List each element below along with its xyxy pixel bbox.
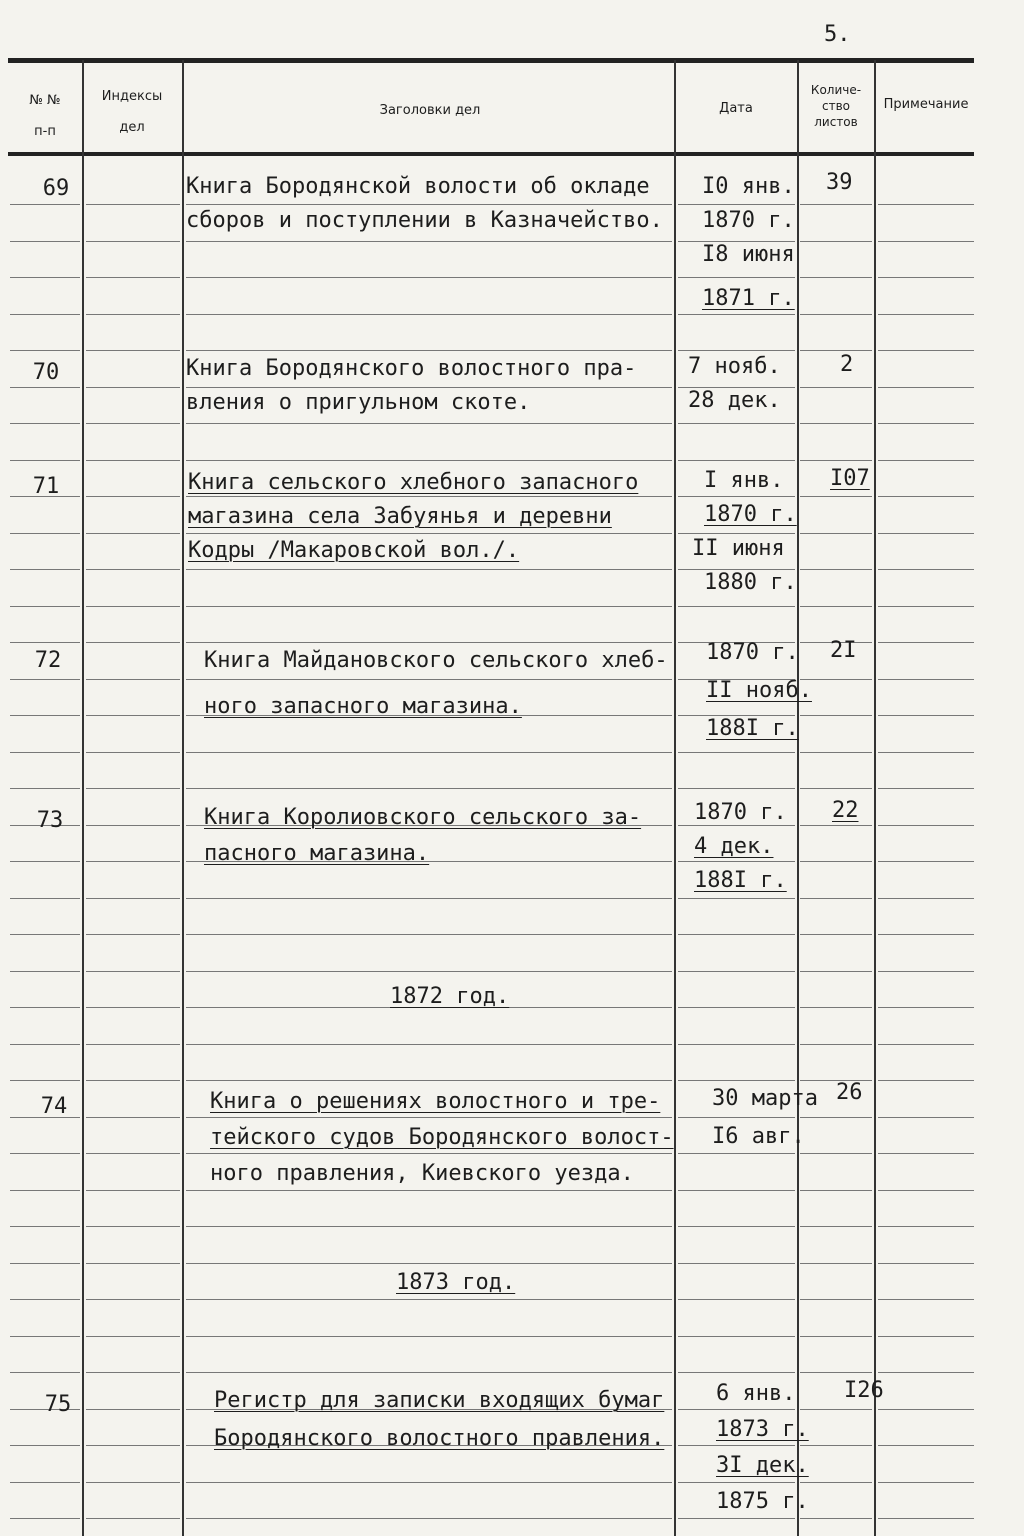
page-number: 5. — [824, 22, 851, 47]
ruled-line — [678, 1190, 795, 1191]
ruled-line — [10, 1518, 80, 1519]
ruled-line — [678, 788, 795, 789]
ruled-line — [678, 898, 795, 899]
ruled-line — [10, 715, 80, 716]
year-heading: 1872 год. — [390, 984, 510, 1009]
ruled-line — [186, 1336, 672, 1337]
ruled-line — [10, 752, 80, 753]
ruled-line — [878, 423, 974, 424]
entry-sheets: 22 — [832, 798, 859, 823]
column-divider — [82, 60, 84, 1536]
entry-title: Книга Королиовского сельского за- пасного магазина. — [204, 805, 642, 866]
ruled-line — [10, 1336, 80, 1337]
ruled-line — [186, 788, 672, 789]
ruled-line — [800, 350, 872, 351]
ruled-line — [186, 1482, 672, 1483]
ruled-line — [878, 1007, 974, 1008]
ruled-line — [800, 1007, 872, 1008]
ruled-line — [678, 423, 795, 424]
ruled-line — [678, 1372, 795, 1373]
entry-number: 70 — [32, 360, 60, 385]
ruled-line — [86, 642, 180, 643]
ruled-line — [800, 1482, 872, 1483]
ruled-line — [86, 1299, 180, 1300]
column-divider — [874, 60, 876, 1536]
ruled-line — [86, 788, 180, 789]
ruled-line — [186, 752, 672, 753]
ruled-line — [86, 1153, 180, 1154]
ruled-line — [186, 1044, 672, 1045]
ruled-line — [186, 971, 672, 972]
ruled-line — [800, 387, 872, 388]
ruled-line — [678, 1226, 795, 1227]
ruled-line — [878, 825, 974, 826]
ruled-line — [800, 934, 872, 935]
ruled-line — [878, 1044, 974, 1045]
ruled-line — [800, 861, 872, 862]
ruled-line — [800, 423, 872, 424]
ruled-line — [800, 1263, 872, 1264]
ruled-line — [86, 460, 180, 461]
ruled-line — [800, 569, 872, 570]
ruled-line — [10, 533, 80, 534]
ruled-line — [86, 423, 180, 424]
ruled-line — [86, 715, 180, 716]
ruled-line — [86, 825, 180, 826]
ruled-line — [878, 752, 974, 753]
ruled-line — [186, 1299, 672, 1300]
ruled-line — [878, 1117, 974, 1118]
ruled-line — [878, 533, 974, 534]
ruled-line — [800, 898, 872, 899]
ruled-line — [10, 642, 80, 643]
column-divider — [182, 60, 184, 1536]
ruled-line — [878, 496, 974, 497]
header-sheets: Количе- ство листов — [810, 83, 862, 129]
ruled-line — [10, 971, 80, 972]
ruled-line — [800, 204, 872, 205]
ruled-line — [186, 934, 672, 935]
entry-dates: I янв. 1870 г. II июня 1880 г. — [692, 468, 797, 595]
ruled-line — [10, 350, 80, 351]
column-divider — [797, 60, 799, 1536]
ruled-line — [186, 350, 672, 351]
entry-sheets: 2 — [840, 352, 854, 377]
ruled-line — [878, 1445, 974, 1446]
ruled-line — [186, 460, 672, 461]
ruled-line — [800, 533, 872, 534]
ruled-line — [10, 1482, 80, 1483]
entry-dates: I0 янв. 1870 г. I8 июня 1871 г. — [702, 174, 795, 311]
ruled-line — [10, 387, 80, 388]
ruled-line — [878, 642, 974, 643]
header-note: Примечание — [883, 97, 969, 112]
ruled-line — [10, 423, 80, 424]
ruled-line — [86, 569, 180, 570]
entry-title: Книга сельского хлебного запасного магазина села Забуянья и деревни Кодры /Макаровской вол./. — [188, 470, 639, 563]
header-rule — [8, 152, 974, 156]
ruled-line — [678, 752, 795, 753]
header-titles: Заголовки дел — [379, 103, 481, 118]
entry-sheets: 2I — [830, 638, 857, 663]
ruled-line — [800, 460, 872, 461]
ruled-line — [86, 1080, 180, 1081]
ruled-line — [878, 898, 974, 899]
ruled-line — [678, 1044, 795, 1045]
entry-sheets: 26 — [836, 1080, 863, 1105]
ruled-line — [86, 1117, 180, 1118]
ruled-line — [800, 752, 872, 753]
ruled-line — [10, 1190, 80, 1191]
ruled-line — [10, 1153, 80, 1154]
ruled-line — [186, 606, 672, 607]
entry-dates: 7 нояб. 28 дек. — [688, 354, 781, 413]
ruled-line — [86, 1226, 180, 1227]
ruled-line — [186, 1518, 672, 1519]
ruled-line — [878, 1372, 974, 1373]
ruled-line — [86, 1007, 180, 1008]
ruled-line — [878, 715, 974, 716]
entry-title: Книга Бородянского волостного пра- вления о пригульном скоте. — [186, 356, 637, 415]
ruled-line — [678, 460, 795, 461]
ruled-line — [878, 1518, 974, 1519]
ruled-line — [86, 350, 180, 351]
ruled-line — [800, 496, 872, 497]
ruled-line — [86, 898, 180, 899]
ruled-line — [10, 1007, 80, 1008]
header-number: № № п-п — [29, 93, 61, 139]
entry-title: Книга Майдановского сельского хлеб- ного запасного магазина. — [204, 648, 668, 719]
ruled-line — [86, 1445, 180, 1446]
ruled-line — [878, 1153, 974, 1154]
ruled-line — [878, 606, 974, 607]
ruled-line — [186, 314, 672, 315]
ruled-line — [10, 1445, 80, 1446]
ruled-line — [800, 825, 872, 826]
ruled-line — [800, 1409, 872, 1410]
ruled-line — [678, 1007, 795, 1008]
year-heading: 1873 год. — [396, 1270, 516, 1295]
ruled-line — [86, 496, 180, 497]
ruled-line — [10, 788, 80, 789]
ruled-line — [86, 861, 180, 862]
ruled-line — [86, 1518, 180, 1519]
ruled-line — [878, 387, 974, 388]
ruled-line — [86, 1482, 180, 1483]
entry-number: 73 — [36, 808, 64, 833]
ruled-line — [678, 1263, 795, 1264]
ruled-line — [86, 277, 180, 278]
ruled-line — [10, 679, 80, 680]
ruled-line — [86, 533, 180, 534]
ruled-line — [878, 1482, 974, 1483]
ruled-line — [878, 241, 974, 242]
ruled-line — [800, 971, 872, 972]
entry-number: 74 — [40, 1094, 68, 1119]
ruled-line — [10, 1226, 80, 1227]
ruled-line — [10, 1299, 80, 1300]
ruled-line — [878, 460, 974, 461]
ruled-line — [878, 1190, 974, 1191]
ruled-line — [86, 1409, 180, 1410]
ruled-line — [878, 1299, 974, 1300]
ruled-line — [10, 1080, 80, 1081]
ruled-line — [10, 861, 80, 862]
ruled-line — [878, 1336, 974, 1337]
ruled-line — [10, 277, 80, 278]
ruled-line — [878, 1409, 974, 1410]
ruled-line — [800, 1226, 872, 1227]
ruled-line — [86, 1190, 180, 1191]
ruled-line — [678, 971, 795, 972]
ruled-line — [186, 898, 672, 899]
ruled-line — [10, 241, 80, 242]
ruled-line — [800, 788, 872, 789]
ruled-line — [10, 898, 80, 899]
entry-dates: 1870 г. II нояб. 188I г. — [706, 640, 812, 741]
entry-dates: 6 янв. 1873 г. 3I дек. 1875 г. — [716, 1381, 809, 1514]
ruled-line — [878, 971, 974, 972]
ruled-line — [878, 1263, 974, 1264]
ruled-line — [800, 1044, 872, 1045]
ruled-line — [800, 1518, 872, 1519]
ruled-line — [678, 1299, 795, 1300]
ruled-line — [10, 460, 80, 461]
ruled-line — [800, 1445, 872, 1446]
entry-title: Регистр для записки входящих бумаг Бородянского волостного правления. — [214, 1388, 665, 1451]
ruled-line — [878, 1226, 974, 1227]
ruled-line — [800, 1190, 872, 1191]
ruled-line — [86, 679, 180, 680]
entry-number: 71 — [32, 474, 60, 499]
ruled-line — [878, 788, 974, 789]
ruled-line — [800, 277, 872, 278]
ruled-line — [86, 387, 180, 388]
ruled-line — [878, 204, 974, 205]
ruled-line — [86, 606, 180, 607]
ruled-line — [86, 1336, 180, 1337]
ruled-line — [86, 934, 180, 935]
ruled-line — [878, 569, 974, 570]
entry-number: 69 — [42, 176, 70, 201]
ruled-line — [678, 606, 795, 607]
ruled-line — [10, 204, 80, 205]
ruled-line — [186, 1263, 672, 1264]
entry-dates: 1870 г. 4 дек. 188I г. — [694, 800, 787, 893]
ruled-line — [800, 1299, 872, 1300]
ruled-line — [878, 350, 974, 351]
ruled-line — [10, 569, 80, 570]
ruled-line — [878, 934, 974, 935]
ruled-line — [186, 1080, 672, 1081]
ruled-line — [878, 314, 974, 315]
ruled-line — [678, 1336, 795, 1337]
entry-dates: 30 марта I6 авг. — [712, 1086, 818, 1149]
ruled-line — [186, 423, 672, 424]
ruled-line — [800, 1372, 872, 1373]
entry-sheets: I07 — [830, 466, 870, 491]
header-index: Индексы дел — [101, 89, 163, 135]
header-date: Дата — [719, 101, 753, 116]
ruled-line — [10, 1044, 80, 1045]
ruled-line — [86, 204, 180, 205]
ruled-line — [86, 752, 180, 753]
ruled-line — [878, 861, 974, 862]
ruled-line — [800, 1336, 872, 1337]
ruled-line — [800, 606, 872, 607]
ruled-line — [10, 934, 80, 935]
ruled-line — [10, 1372, 80, 1373]
ruled-line — [878, 277, 974, 278]
entry-title: Книга Бородянской волости об окладе сборов и поступлении в Казначейство. — [186, 174, 663, 233]
ruled-line — [86, 241, 180, 242]
ruled-line — [86, 1263, 180, 1264]
ruled-line — [186, 241, 672, 242]
ruled-line — [878, 679, 974, 680]
ruled-line — [86, 1372, 180, 1373]
entry-sheets: 39 — [826, 170, 853, 195]
ruled-line — [800, 314, 872, 315]
column-divider — [674, 60, 676, 1536]
entry-sheets: I26 — [844, 1378, 884, 1403]
ruled-line — [800, 241, 872, 242]
top-rule — [8, 58, 974, 63]
ruled-line — [186, 277, 672, 278]
ruled-line — [186, 1372, 672, 1373]
entry-title: Книга о решениях волостного и тре- тейского судов Бородянского волост- ного правления, Киевского уезда. — [210, 1089, 674, 1186]
ruled-line — [878, 1080, 974, 1081]
ruled-line — [86, 1044, 180, 1045]
ruled-line — [10, 606, 80, 607]
ruled-line — [186, 569, 672, 570]
entry-number: 72 — [34, 648, 62, 673]
entry-number: 75 — [44, 1392, 72, 1417]
ruled-line — [86, 971, 180, 972]
ruled-line — [86, 314, 180, 315]
ruled-line — [186, 1226, 672, 1227]
ruled-line — [678, 934, 795, 935]
ruled-line — [10, 314, 80, 315]
ruled-line — [10, 1263, 80, 1264]
